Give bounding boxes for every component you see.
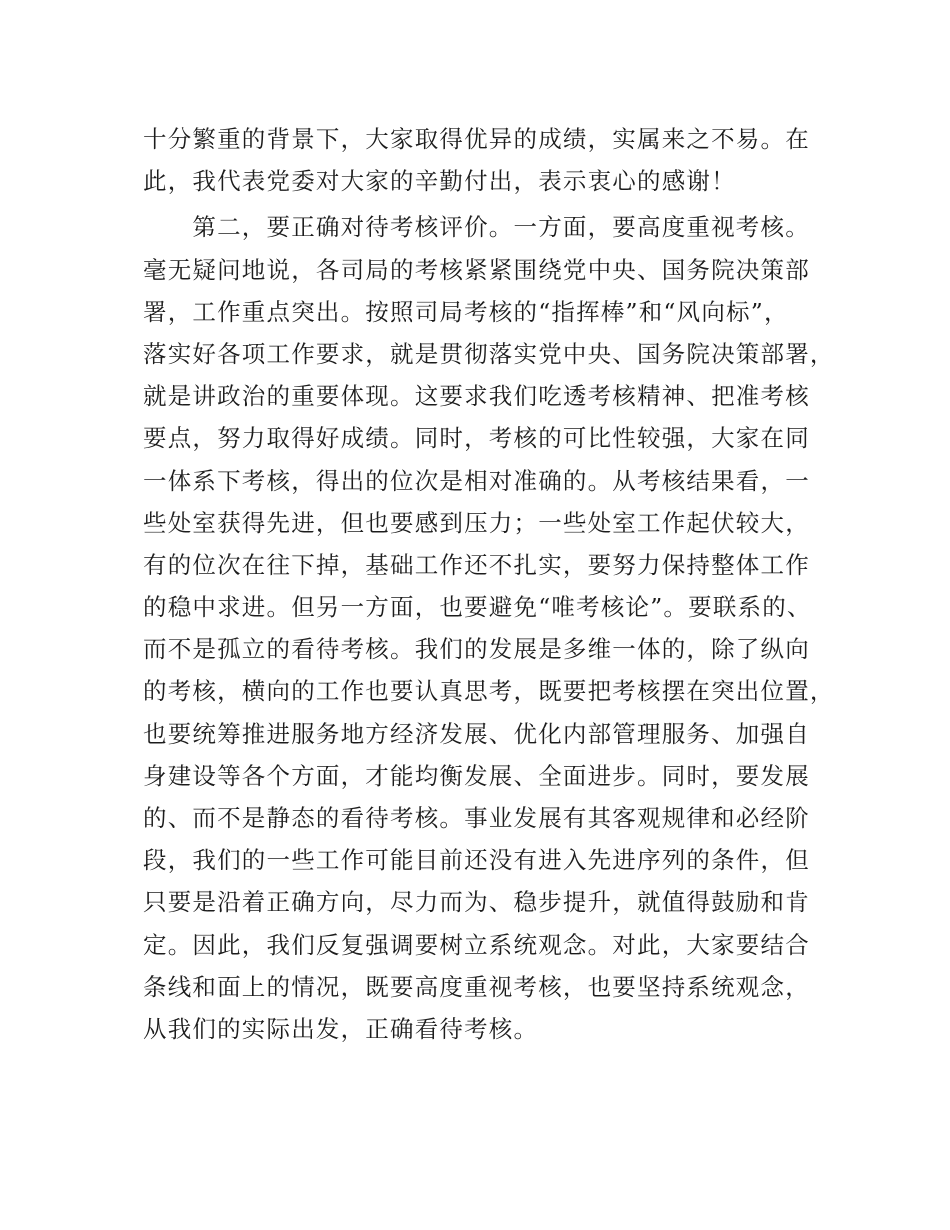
paragraph-line: 只要是沿着正确方向，尽力而为、稳步提升，就值得鼓励和肯 <box>143 888 810 917</box>
paragraph-line: 此，我代表党委对大家的辛勤付出，表示衷心的感谢！ <box>143 167 736 196</box>
paragraph-line: 第二，要正确对待考核评价。一方面，要高度重视考核。 <box>143 213 810 242</box>
paragraph-line: 署，工作重点突出。按照司局考核的“指挥棒”和“风向标”， <box>143 297 789 326</box>
paragraph-line: 毫无疑问地说，各司局的考核紧紧围绕党中央、国务院决策部 <box>143 255 810 284</box>
paragraph-line: 一体系下考核，得出的位次是相对准确的。从考核结果看，一 <box>143 466 810 495</box>
paragraph-line: 的、而不是静态的看待考核。事业发展有其客观规律和必经阶 <box>143 804 810 832</box>
paragraph-line: 的稳中求进。但另一方面，也要避免“唯考核论”。要联系的、 <box>143 593 812 622</box>
paragraph-line: 条线和面上的情况，既要高度重视考核，也要坚持系统观念， <box>143 972 810 1001</box>
paragraph-line: 也要统筹推进服务地方经济发展、优化内部管理服务、加强自 <box>143 719 810 748</box>
paragraph-line: 而不是孤立的看待考核。我们的发展是多维一体的，除了纵向 <box>143 635 810 664</box>
paragraph-line: 要点，努力取得好成绩。同时，考核的可比性较强，大家在同 <box>143 424 810 453</box>
paragraph-2 <box>143 206 833 1050</box>
document-body <box>143 118 833 1050</box>
paragraph-line: 段，我们的一些工作可能目前还没有进入先进序列的条件，但 <box>143 846 810 875</box>
paragraph-line: 十分繁重的背景下，大家取得优异的成绩，实属来之不易。在 <box>143 125 810 153</box>
paragraph-line: 从我们的实际出发，正确看待考核。 <box>143 1014 539 1043</box>
paragraph-line: 就是讲政治的重要体现。这要求我们吃透考核精神、把准考核 <box>143 382 810 411</box>
paragraph-line: 身建设等各个方面，才能均衡发展、全面进步。同时，要发展 <box>143 761 810 790</box>
paragraph-line: 定。因此，我们反复强调要树立系统观念。对此，大家要结合 <box>143 930 810 959</box>
paragraph-line: 些处室获得先进，但也要感到压力；一些处室工作起伏较大， <box>143 508 810 537</box>
paragraph-1 <box>143 118 833 202</box>
paragraph-line: 落实好各项工作要求，就是贯彻落实党中央、国务院决策部署， <box>143 339 835 368</box>
paragraph-line: 有的位次在往下掉，基础工作还不扎实，要努力保持整体工作 <box>143 550 810 579</box>
paragraph-line: 的考核，横向的工作也要认真思考，既要把考核摆在突出位置， <box>143 677 835 706</box>
